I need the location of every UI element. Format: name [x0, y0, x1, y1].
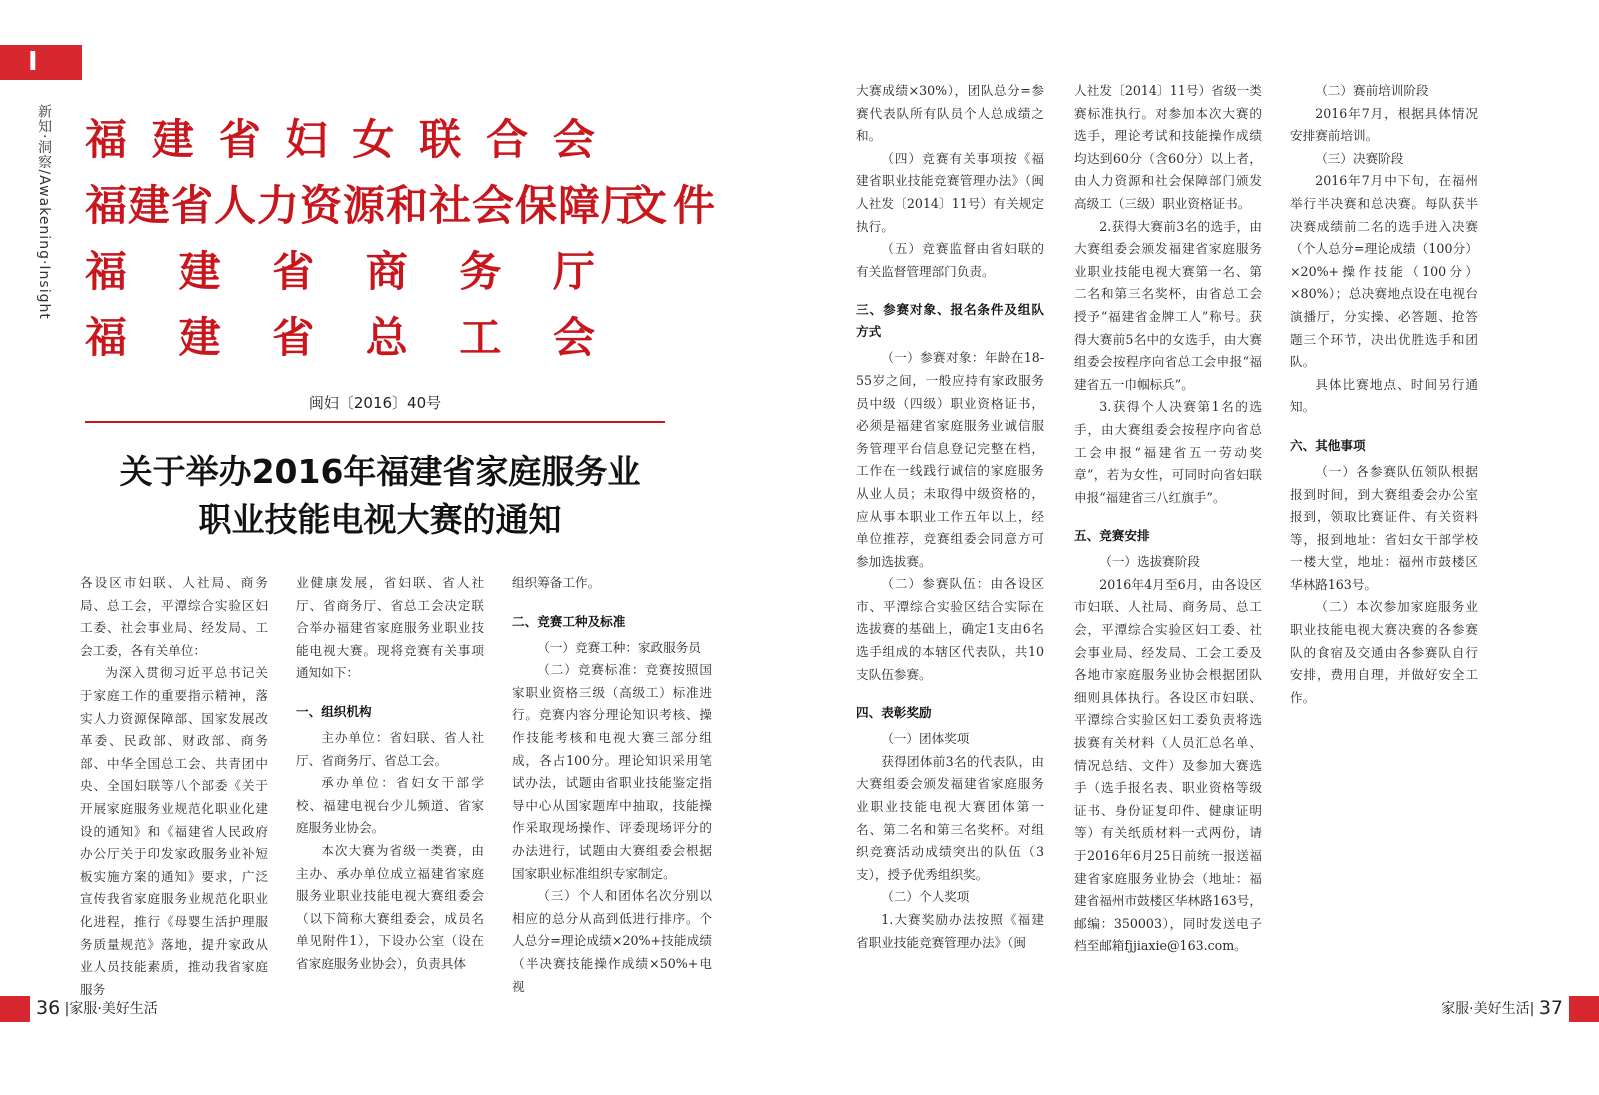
text-column-5	[1074, 80, 1262, 958]
masthead-char: 福	[85, 118, 128, 164]
masthead-char: 厅	[552, 250, 595, 296]
masthead-char: 建	[178, 250, 221, 296]
paragraph: （一）各参赛队伍领队根据报到时间，到大赛组委会办公室报到，领取比赛证件、有关资料等，报到地址：省妇女干部学校一楼大堂，地址：福州市鼓楼区华林路163号。	[1290, 463, 1478, 592]
masthead-char: 商	[365, 250, 408, 296]
paragraph: 本次大赛为省级一类赛，由主办、承办单位成立福建省家庭服务业职业技能电视大赛组委会（以下简称大赛组委会，成员名单见附件1），下设办公室（设在省家庭服务业协会），负责具体	[296, 842, 484, 971]
section-tab: I	[0, 45, 82, 80]
paragraph: 大赛成绩×30%），团队总分=参赛代表队所有队员个人总成绩之和。	[856, 83, 1044, 144]
masthead-char: 总	[365, 316, 408, 362]
masthead-char: 建	[178, 316, 221, 362]
section-heading: 五、竞赛安排	[1074, 528, 1150, 544]
paragraph: （二）本次参加家庭服务业职业技能电视大赛决赛的各参赛队的食宿及交通由各参赛队自行安排，费用自理，并做好安全工作。	[1290, 599, 1478, 705]
section-vertical-label: 新知·洞察/Awakening·Insight	[36, 104, 52, 320]
paragraph: （二）参赛队伍：由各设区市、平潭综合实验区结合实际在选拔赛的基础上，确定1支由6名选手组成的本辖区代表队，共10支队伍参赛。	[856, 576, 1044, 682]
masthead-char: 省	[272, 250, 315, 296]
masthead-char: 联	[419, 118, 462, 164]
text-column-6	[1290, 80, 1478, 709]
footer-label-left: |家服·美好生活	[64, 1001, 158, 1017]
page-number-left: 36	[36, 997, 61, 1019]
footer-label-right: 家服·美好生活|	[1441, 1001, 1535, 1017]
footer-left	[36, 997, 158, 1019]
issuer-line-3	[85, 240, 725, 306]
paragraph: 2016年7月中下旬，在福州举行半决赛和总决赛。每队获半决赛成绩前二名的选手进入决赛（个人总分=理论成绩（100分）×20%+操作技能（100分）×80%）；总决赛地点设在电视台演播厅，分实操、必答题、抢答题三个环节，决出优胜选手和团队。	[1290, 173, 1478, 370]
section-heading: 四、表彰奖励	[856, 705, 932, 721]
document-number: 闽妇〔2016〕40号	[308, 394, 442, 412]
masthead-char: 省	[218, 118, 261, 164]
document-word: 文件	[625, 184, 722, 230]
notice-title-line-2: 职业技能电视大赛的通知	[198, 500, 562, 539]
paragraph: 承办单位：省妇女干部学校、福建电视台少儿频道、省家庭服务业协会。	[296, 775, 484, 836]
section-heading: 二、竞赛工种及标准	[512, 613, 626, 629]
paragraph: 获得团体前3名的代表队，由大赛组委会颁发福建省家庭服务业职业技能电视大赛团体第一名、第二名和第三名奖杯。对组织竞赛活动成绩突出的队伍（3支），授予优秀组织奖。	[856, 753, 1044, 882]
paragraph: （五）竞赛监督由省妇联的有关监督管理部门负责。	[856, 241, 1044, 279]
paragraph: 3.获得个人决赛第1名的选手，由大赛组委会按程序向省总工会申报“福建省五一劳动奖章”，若为女性，可同时向省妇联申报“福建省三八红旗手”。	[1074, 399, 1262, 505]
issuer-masthead	[85, 108, 725, 372]
paragraph: 2016年7月，根据具体情况安排赛前培训。	[1290, 105, 1478, 144]
paragraph: （一）选拔赛阶段	[1099, 554, 1200, 570]
text-column-1	[80, 572, 268, 1001]
paragraph: （四）竞赛有关事项按《福建省职业技能竞赛管理办法》（闽人社发〔2014〕11号）有关规定执行。	[856, 150, 1044, 234]
masthead-char: 省	[272, 316, 315, 362]
issuer-line-2: 福建省人力资源和社会保障厅 文件	[85, 174, 725, 240]
paragraph: 具体比赛地点、时间另行通知。	[1290, 376, 1478, 415]
notice-title-line-1: 关于举办2016年福建省家庭服务业	[119, 452, 641, 491]
paragraph: （三）个人和团体名次分别以相应的总分从高到低进行排序。个人总分=理论成绩×20%+技能成绩（半决赛技能操作成绩×50%+电视	[512, 888, 712, 994]
paragraph: 为深入贯彻习近平总书记关于家庭工作的重要指示精神，落实人力资源保障部、国家发展改革委、民政部、财政部、商务部、中华全国总工会、共青团中央、全国妇联等八个部委《关于开展家庭服务业规范化职业化建设的通知》和《福建省人民政府办公厅关于印发家政服务业补短板实施方案的通知》要求，广泛宣传我省家庭服务业规范化职业化进程，推行《母婴生活护理服务质量规范》落地，提升家政从业人员技能素质，推动我省家庭服务	[80, 665, 268, 997]
masthead-char: 女	[352, 118, 395, 164]
paragraph: 2.获得大赛前3名的选手，由大赛组委会颁发福建省家庭服务业职业技能电视大赛第一名、第二名和第三名奖杯，由省总工会授予“福建省金牌工人”称号。获得大赛前5名中的女选手，由大赛组委会按程序向省总工会申报“福建省五一巾帼标兵”。	[1074, 218, 1262, 392]
section-heading: 三、参赛对象、报名条件及组队方式	[856, 302, 1044, 340]
footer-accent-right	[1569, 996, 1599, 1022]
masthead-char: 会	[552, 118, 595, 164]
salutation: 各设区市妇联、人社局、商务局、总工会，平潭综合实验区妇工委、社会事业局、经发局、工会工委，各有关单位：	[80, 575, 268, 658]
text-column-4	[856, 80, 1044, 954]
red-divider	[85, 421, 665, 423]
paragraph: 组织筹备工作。	[512, 575, 601, 590]
paragraph: 1.大赛奖励办法按照《福建省职业技能竞赛管理办法》（闽	[856, 912, 1044, 950]
paragraph: 人社发〔2014〕11号）省级一类赛标准执行。对参加本次大赛的选手，理论考试和技能操作成绩均达到60分（含60分）以上者，由人力资源和社会保障部门颁发高级工（三级）职业资格证书。	[1074, 83, 1262, 211]
masthead-char: 妇	[285, 118, 328, 164]
section-heading: 六、其他事项	[1290, 437, 1366, 453]
paragraph: 2016年4月至6月，由各设区市妇联、人社局、商务局、总工会，平潭综合实验区妇工委、社会事业局、经发局、工会工委及各地市家庭服务业协会根据团队细则具体执行。各设区市妇联、平潭综合实验区妇工委负责将选拔赛有关材料（人员汇总名单、情况总结、文件）及参加大赛选手（选手报名表、职业资格等级证书、身份证复印件、健康证明等）有关纸质材料一式两份，请于2016年6月25日前统一报送福建省家庭服务业协会（地址：福建省福州市鼓楼区华林路163号，邮编：350003），同时发送电子档至邮箱fjjiaxie@163.com。	[1074, 576, 1262, 954]
issuer-line-4	[85, 306, 725, 372]
paragraph: （二）个人奖项	[881, 889, 970, 905]
masthead-char: 务	[459, 250, 502, 296]
masthead-char: 福	[85, 316, 128, 362]
page-number-right: 37	[1538, 997, 1563, 1019]
footer-right	[1441, 997, 1563, 1019]
issuer-line-1	[85, 108, 725, 174]
notice-title	[80, 448, 680, 544]
text-column-2	[296, 572, 484, 976]
masthead-char: 会	[552, 316, 595, 362]
section-heading: 一、组织机构	[296, 703, 372, 719]
text-column-3	[512, 572, 712, 998]
paragraph: （二）赛前培训阶段	[1315, 83, 1429, 98]
footer-accent-left	[0, 996, 30, 1022]
paragraph: （二）竞赛标准：竞赛按照国家职业资格三级（高级工）标准进行。竞赛内容分理论知识考核、操作技能考核和电视大赛三部分组成，各占100分。理论知识采用笔试办法，试题由省职业技能鉴定指导中心从国家题库中抽取，技能操作采取现场操作、评委现场评分的办法进行，试题由大赛组委会根据国家职业标准组织专家制定。	[512, 662, 712, 881]
paragraph: （三）决赛阶段	[1315, 150, 1404, 166]
paragraph: 业健康发展，省妇联、省人社厅、省商务厅、省总工会决定联合举办福建省家庭服务业职业技能电视大赛。现将竞赛有关事项通知如下：	[296, 575, 484, 681]
paragraph: 主办单位：省妇联、省人社厅、省商务厅、省总工会。	[296, 729, 484, 768]
paragraph: （一）参赛对象：年龄在18-55岁之间，一般应持有家政服务员中级（四级）职业资格证书，必须是福建省家庭服务业诚信服务管理平台信息登记完整在档，工作在一线践行诚信的家庭服务从业人员；未取得中级资格的，应从事本职业工作五年以上，经单位推荐，竞赛组委会同意方可参加选拔赛。	[856, 350, 1044, 569]
masthead-char: 合	[486, 118, 529, 164]
paragraph: （一）团体奖项	[881, 731, 970, 747]
masthead-char: 福	[85, 250, 128, 296]
masthead-char: 工	[459, 316, 502, 362]
masthead-char: 建	[151, 118, 194, 164]
paragraph: （一）竞赛工种：家政服务员	[537, 639, 701, 655]
